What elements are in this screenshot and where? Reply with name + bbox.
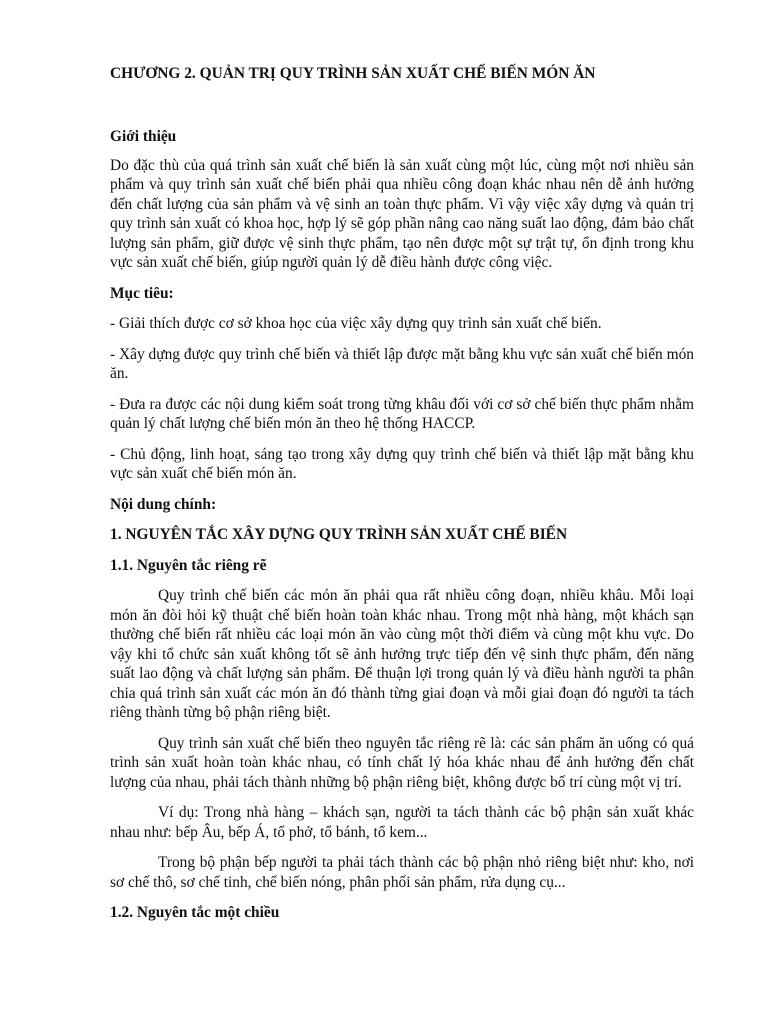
intro-paragraph: Do đặc thù của quá trình sản xuất chế biến là sản xuất cùng một lúc, cùng một nơi nhiều sản phẩm và quy trình sản xuất chế biến phải qua nhiều công đoạn khác nhau nên dễ ảnh hưởng đến chất lượng của sản phẩm và vệ sinh an toàn thực phẩm. Vì vậy việc xây dựng và quản trị quy trình sản xuất có khoa học, hợp lý sẽ góp phần nâng cao năng suất lao động, đảm bảo chất lượng sản phẩm, giữ được vệ sinh thực phẩm, tạo nên được một sự trật tự, ổn định trong khu vực sản xuất chế biến, giúp người quản lý dễ điều hành được công việc.: [110, 156, 694, 271]
body-paragraph: Quy trình sản xuất chế biến theo nguyên tắc riêng rẽ là: các sản phẩm ăn uống có quá trình sản xuất hoàn toàn khác nhau, có tính chất lý hóa khác nhau để ảnh hưởng đến chất lượng của nhau, phải tách thành những bộ phận riêng biệt, không được bố trí cùng một vị trí.: [110, 734, 694, 791]
main-content-heading: Nội dung chính:: [110, 495, 217, 513]
subsection-heading: 1.2. Nguyên tắc một chiều: [110, 904, 280, 921]
objective-item: - Chủ động, linh hoạt, sáng tạo trong xây dựng quy trình chế biến và thiết lập mặt bằng khu vực sản xuất chế biến món ăn.: [110, 445, 694, 482]
objective-item: - Xây dựng được quy trình chế biến và thiết lập được mặt bằng khu vực sản xuất chế biến món ăn.: [110, 345, 694, 382]
objectives-heading: Mục tiêu:: [110, 284, 174, 302]
chapter-title: CHƯƠNG 2. QUẢN TRỊ QUY TRÌNH SẢN XUẤT CHẾ BIẾN MÓN ĂN: [110, 65, 596, 82]
intro-heading: Giới thiệu: [110, 128, 177, 145]
subsection-heading: 1.1. Nguyên tắc riêng rẽ: [110, 556, 267, 574]
body-paragraph: Quy trình chế biến các món ăn phải qua rất nhiều công đoạn, nhiều khâu. Mỗi loại món ăn đòi hỏi kỹ thuật chế biến hoàn toàn khác nhau. Trong một nhà hàng, một khách sạn thường chế biến rất nhiều các loại món ăn vào cùng một thời điểm và cùng một khu vực. Do vậy khi tổ chức sản xuất không tốt sẽ ảnh hưởng trực tiếp đến vệ sinh thực phẩm, đến năng suất lao động và chất lượng sản phẩm. Để thuận lợi trong quản lý và điều hành người ta phân chia quá trình sản xuất các món ăn đó thành từng giai đoạn và mỗi giai đoạn đó người ta tách riêng thành từng bộ phận riêng biệt.: [110, 587, 694, 721]
objective-item: - Đưa ra được các nội dung kiểm soát trong từng khâu đối với cơ sở chế biến thực phẩm nhằm quản lý chất lượng chế biến món ăn theo hệ thống HACCP.: [110, 395, 694, 432]
body-paragraph: Trong bộ phận bếp người ta phải tách thành các bộ phận nhỏ riêng biệt như: kho, nơi sơ chế thô, sơ chế tinh, chế biến nóng, phân phối sản phẩm, rửa dụng cụ...: [110, 854, 694, 891]
objective-item: - Giải thích được cơ sở khoa học của việc xây dựng quy trình sản xuất chế biến.: [110, 315, 602, 332]
body-paragraph: Ví dụ: Trong nhà hàng – khách sạn, người ta tách thành các bộ phận sản xuất khác nhau như: bếp Âu, bếp Á, tổ phở, tổ bánh, tổ kem...: [110, 804, 694, 841]
document-page: [110, 64, 694, 923]
section-heading: 1. NGUYÊN TẮC XÂY DỰNG QUY TRÌNH SẢN XUẤT CHẾ BIẾN: [110, 526, 568, 543]
